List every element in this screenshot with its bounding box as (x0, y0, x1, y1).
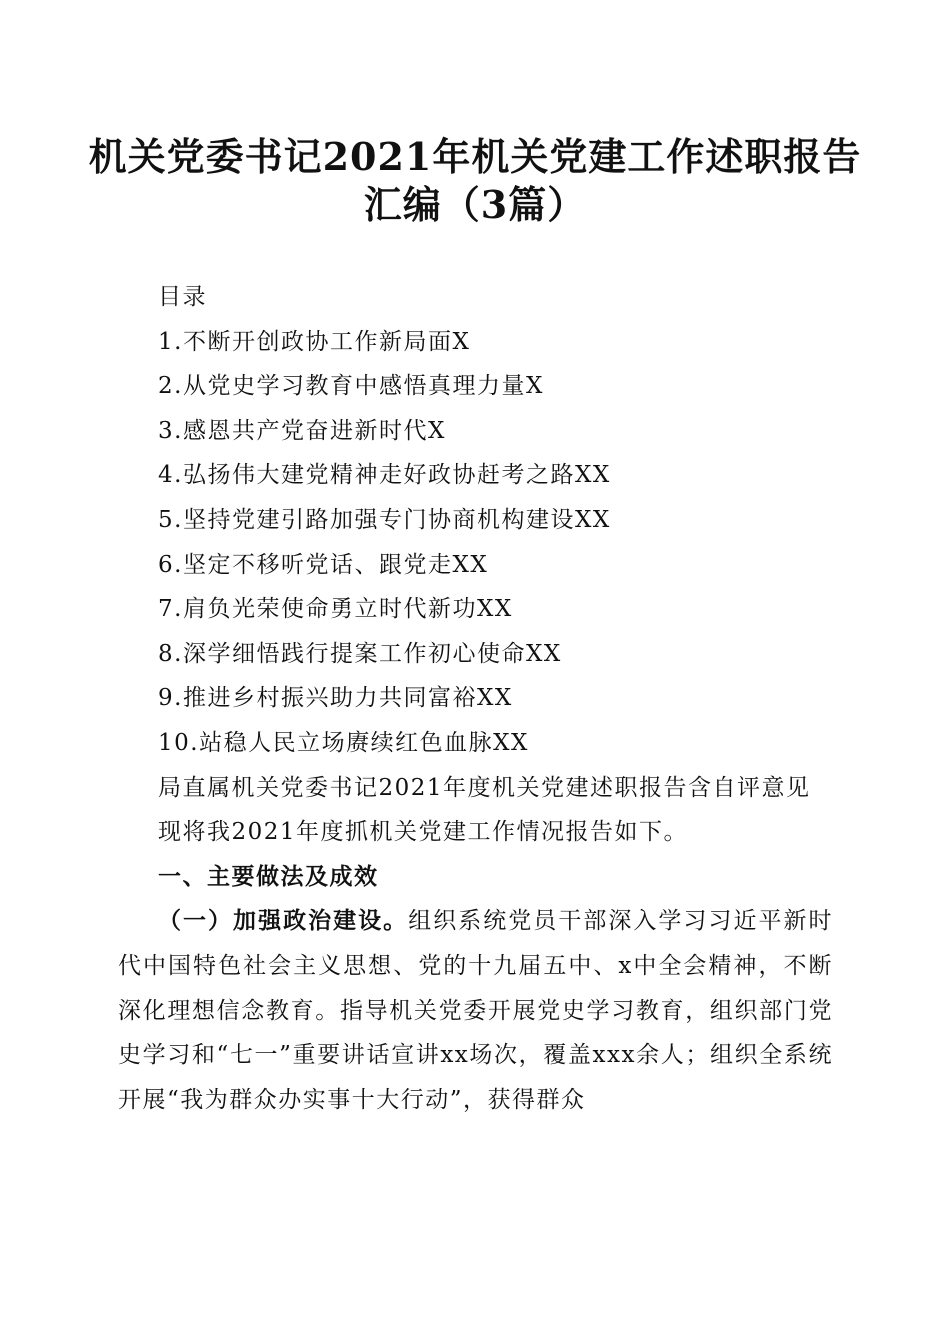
toc-heading: 目录 (158, 284, 207, 310)
toc-item: 7.肩负光荣使命勇立时代新功XX (158, 596, 513, 623)
subsection-label: （一）加强政治建设。 (158, 907, 409, 935)
toc-list (118, 320, 833, 766)
toc-item: 6.坚定不移听党话、跟党走XX (158, 551, 489, 578)
intro-paragraph: 现将我2021年度抓机关党建工作情况报告如下。 (158, 819, 689, 846)
document-body (118, 275, 833, 1122)
toc-item: 1.不断开创政协工作新局面X (158, 328, 471, 355)
toc-item: 2.从党史学习教育中感悟真理力量X (158, 373, 544, 400)
report-title: 局直属机关党委书记2021年度机关党建述职报告含自评意见 (158, 774, 811, 801)
toc-item: 9.推进乡村振兴助力共同富裕XX (158, 685, 513, 712)
toc-item: 10.站稳人民立场赓续红色血脉XX (158, 729, 529, 756)
toc-item: 3.感恩共产党奋进新时代X (158, 417, 446, 444)
toc-item: 5.坚持党建引路加强专门协商机构建设XX (158, 506, 611, 533)
document-title (80, 133, 870, 229)
toc-item: 8.深学细悟践行提案工作初心使命XX (158, 640, 562, 667)
subsection-text: 组织系统党员干部深入学习习近平新时代中国特色社会主义思想、党的十九届五中、x中全会精神，不断深化理想信念教育。指导机关党委开展党史学习教育，组织部门党史学习和“七一”重要讲话宣讲xx场次，覆盖xxx余人；组织全系统开展“我为群众办实事十大行动”，获得群众 (118, 908, 834, 1113)
title-line-1: 机关党委书记2021年机关党建工作述职报告 (88, 134, 862, 179)
section-heading: 一、主要做法及成效 (158, 863, 379, 890)
title-line-2: 汇编（3篇） (363, 182, 587, 227)
subsection-paragraph (118, 899, 833, 1122)
toc-item: 4.弘扬伟大建党精神走好政协赶考之路XX (158, 462, 611, 489)
